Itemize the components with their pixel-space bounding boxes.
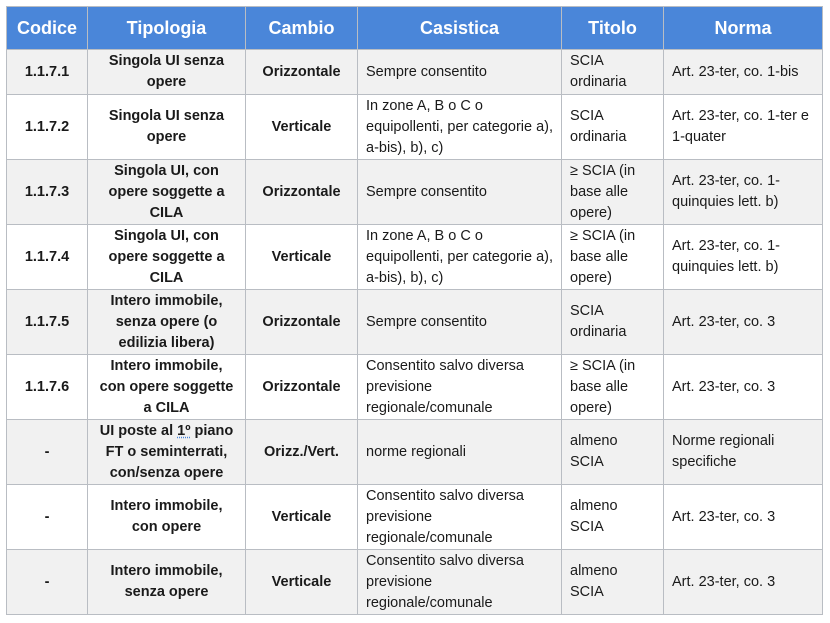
tipologia-ordinal: 1º <box>177 422 191 439</box>
table-row <box>7 290 823 355</box>
cell-tipologia: Singola UI senza opere <box>88 50 246 95</box>
cell-casistica: Sempre consentito <box>358 290 562 355</box>
table-row <box>7 550 823 615</box>
cell-codice: 1.1.7.4 <box>7 225 88 290</box>
cell-codice: 1.1.7.2 <box>7 95 88 160</box>
cell-titolo: almeno SCIA <box>562 485 664 550</box>
cell-casistica: Sempre consentito <box>358 50 562 95</box>
cell-titolo: almeno SCIA <box>562 420 664 485</box>
cell-tipologia: Singola UI, con opere soggette a CILA <box>88 160 246 225</box>
cell-norma: Art. 23-ter, co. 1-quinquies lett. b) <box>664 225 823 290</box>
cell-titolo: SCIA ordinaria <box>562 50 664 95</box>
table-row <box>7 355 823 420</box>
cell-tipologia: Singola UI senza opere <box>88 95 246 160</box>
cell-titolo: SCIA ordinaria <box>562 95 664 160</box>
cell-titolo: ≥ SCIA (in base alle opere) <box>562 225 664 290</box>
tipologia-text-post: piano FT o seminterrati, con/senza opere <box>105 422 234 481</box>
cell-casistica: norme regionali <box>358 420 562 485</box>
data-table <box>6 6 823 615</box>
header-row <box>7 7 823 50</box>
cell-codice: - <box>7 485 88 550</box>
cell-titolo: ≥ SCIA (in base alle opere) <box>562 355 664 420</box>
cell-cambio: Verticale <box>246 485 358 550</box>
cell-casistica: Sempre consentito <box>358 160 562 225</box>
cell-norma: Norme regionali specifiche <box>664 420 823 485</box>
cell-codice: 1.1.7.6 <box>7 355 88 420</box>
cell-norma: Art. 23-ter, co. 3 <box>664 355 823 420</box>
cell-norma: Art. 23-ter, co. 3 <box>664 290 823 355</box>
cell-norma: Art. 23-ter, co. 1-bis <box>664 50 823 95</box>
cell-titolo: almeno SCIA <box>562 550 664 615</box>
cell-tipologia: Intero immobile, con opere <box>88 485 246 550</box>
cell-casistica: In zone A, B o C o equipollenti, per categorie a), a-bis), b), c) <box>358 95 562 160</box>
cell-casistica: Consentito salvo diversa previsione regionale/comunale <box>358 355 562 420</box>
cell-tipologia: Intero immobile, senza opere <box>88 550 246 615</box>
cell-tipologia: Singola UI, con opere soggette a CILA <box>88 225 246 290</box>
cell-codice: - <box>7 420 88 485</box>
header-casistica: Casistica <box>358 7 562 50</box>
cell-codice: 1.1.7.1 <box>7 50 88 95</box>
cell-cambio: Orizzontale <box>246 50 358 95</box>
cell-cambio: Verticale <box>246 550 358 615</box>
cell-casistica: Consentito salvo diversa previsione regionale/comunale <box>358 550 562 615</box>
cell-casistica: In zone A, B o C o equipollenti, per categorie a), a-bis), b), c) <box>358 225 562 290</box>
cell-norma: Art. 23-ter, co. 3 <box>664 485 823 550</box>
cell-tipologia: Intero immobile, senza opere (o edilizia libera) <box>88 290 246 355</box>
table-row <box>7 50 823 95</box>
cell-norma: Art. 23-ter, co. 1-ter e 1-quater <box>664 95 823 160</box>
header-codice: Codice <box>7 7 88 50</box>
cell-cambio: Verticale <box>246 225 358 290</box>
header-cambio: Cambio <box>246 7 358 50</box>
cell-codice: 1.1.7.3 <box>7 160 88 225</box>
cell-cambio: Orizzontale <box>246 160 358 225</box>
table-row <box>7 160 823 225</box>
header-norma: Norma <box>664 7 823 50</box>
cell-cambio: Orizz./Vert. <box>246 420 358 485</box>
cell-tipologia: Intero immobile, con opere soggette a CILA <box>88 355 246 420</box>
cell-titolo: SCIA ordinaria <box>562 290 664 355</box>
table-row <box>7 95 823 160</box>
tipologia-text-pre: UI poste al <box>99 422 178 439</box>
table-row <box>7 485 823 550</box>
table-row <box>7 225 823 290</box>
table-row <box>7 420 823 485</box>
cell-tipologia <box>88 420 246 485</box>
header-tipologia: Tipologia <box>88 7 246 50</box>
cell-cambio: Orizzontale <box>246 355 358 420</box>
cell-cambio: Verticale <box>246 95 358 160</box>
cell-cambio: Orizzontale <box>246 290 358 355</box>
header-titolo: Titolo <box>562 7 664 50</box>
cell-norma: Art. 23-ter, co. 3 <box>664 550 823 615</box>
cell-norma: Art. 23-ter, co. 1-quinquies lett. b) <box>664 160 823 225</box>
cell-titolo: ≥ SCIA (in base alle opere) <box>562 160 664 225</box>
cell-codice: - <box>7 550 88 615</box>
cell-codice: 1.1.7.5 <box>7 290 88 355</box>
cell-casistica: Consentito salvo diversa previsione regionale/comunale <box>358 485 562 550</box>
